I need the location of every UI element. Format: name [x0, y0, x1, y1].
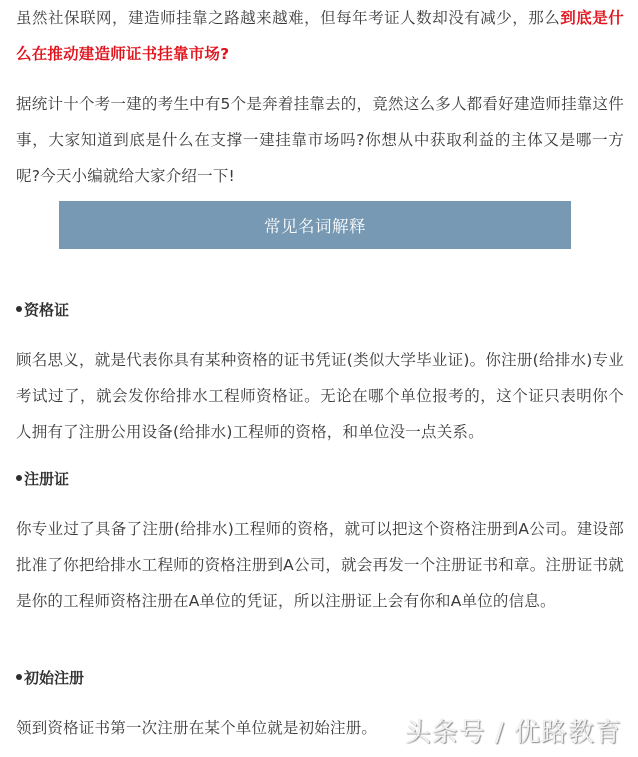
term-heading-registration-certificate: 注册证 — [16, 467, 69, 491]
term-body-qualification-certificate: 顾名思义，就是代表你具有某种资格的证书凭证(类似大学毕业证)。你注册(给排水)专业考试过了，就会发你给排水工程师资格证。无论在哪个单位报考的，这个证只表明你个人拥有了注册公用设备(给排水)工程师的资格，和单位没一点关系。 — [16, 351, 624, 441]
watermark: 头条号 / 优路教育 — [404, 718, 622, 748]
term-body-registration-certificate: 你专业过了具备了注册(给排水)工程师的资格，就可以把这个资格注册到A公司。建设部批准了你把给排水工程师的资格注册到A公司，就会再发一个注册证书和章。注册证书就是你的工程师资格注册在A单位的凭证，所以注册证上会有你和A单位的信息。 — [16, 520, 624, 610]
term-heading-qualification-certificate: 资格证 — [16, 298, 69, 322]
bullet-icon — [16, 475, 22, 481]
term-heading-initial-registration: 初始注册 — [16, 666, 84, 690]
term-body-initial-registration: 领到资格证书第一次注册在某个单位就是初始注册。 — [16, 719, 378, 737]
statistics-paragraph: 据统计十个考一建的考生中有5个是奔着挂靠去的，竟然这么多人都看好建造师挂靠这件事，大家知道到底是什么在支撑一建挂靠市场吗?你想从中获取利益的主体又是哪一方呢?今天小编就给大家介绍一下! — [16, 95, 624, 185]
intro-text: 虽然社保联网，建造师挂靠之路越来越难，但每年考证人数却没有减少，那么 — [16, 9, 561, 27]
intro-paragraph — [16, 0, 624, 72]
section-banner-title: 常见名词解释 — [264, 217, 366, 236]
intro-highlight: 到底是什么在推动建造师证书挂靠市场? — [16, 9, 624, 63]
bullet-icon — [16, 674, 22, 680]
section-banner — [59, 201, 571, 249]
bullet-icon — [16, 306, 22, 312]
